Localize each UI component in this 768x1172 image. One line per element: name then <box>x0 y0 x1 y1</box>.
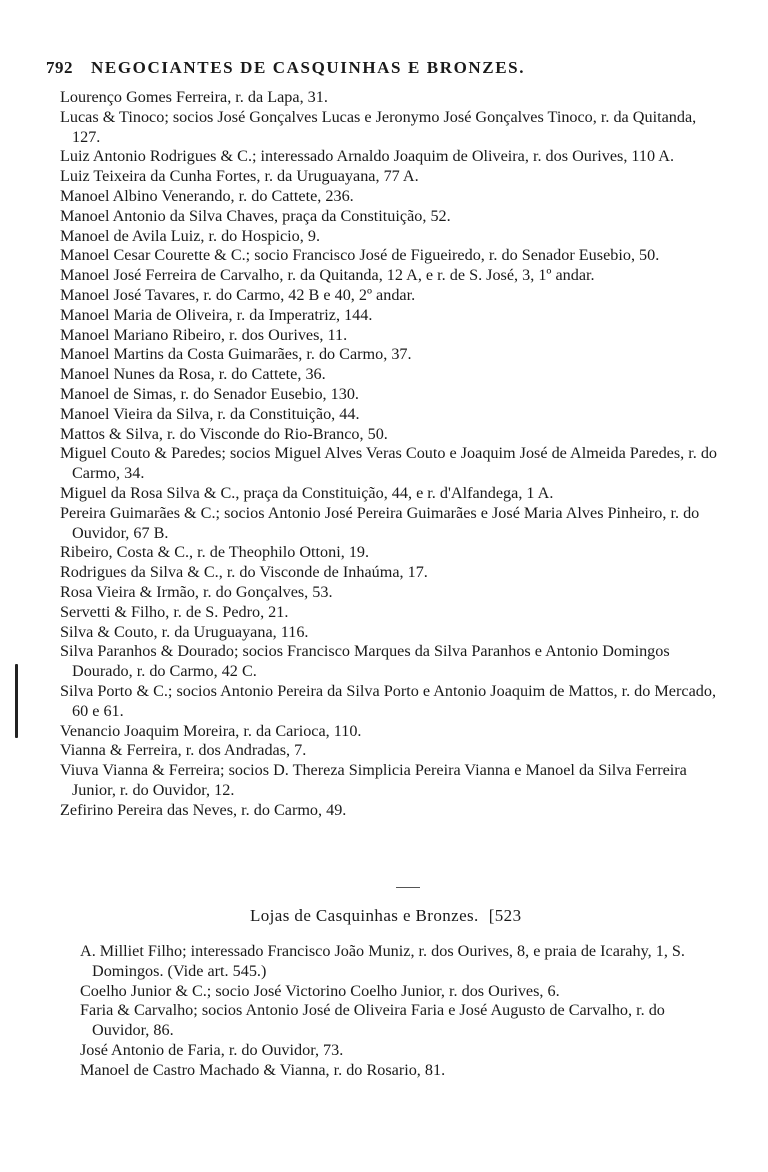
directory-entry: Manoel José Tavares, r. do Carmo, 42 B e 40, 2º andar. <box>60 285 416 304</box>
directory-entry: Manoel Vieira da Silva, r. da Constituição, 44. <box>60 404 360 423</box>
directory-entry: Manoel Martins da Costa Guimarães, r. do Carmo, 37. <box>60 345 412 364</box>
merchant-list <box>60 88 720 820</box>
directory-entry: Manoel de Avila Luiz, r. do Hospicio, 9. <box>60 226 321 245</box>
margin-mark <box>15 664 18 738</box>
directory-entry: Luiz Teixeira da Cunha Fortes, r. da Uruguayana, 77 A. <box>60 167 419 186</box>
page-title: NEGOCIANTES DE CASQUINHAS E BRONZES. <box>91 58 526 77</box>
directory-entry: Rosa Vieira & Irmão, r. do Gonçalves, 53. <box>60 582 333 601</box>
directory-entry: Pereira Guimarães & C.; socios Antonio José Pereira Guimarães e José Maria Alves Pinheiro, r. do Ouvidor, 67 B. <box>60 503 700 542</box>
directory-entry: Miguel da Rosa Silva & C., praça da Constituição, 44, e r. d'Alfandega, 1 A. <box>60 483 554 502</box>
directory-entry: Miguel Couto & Paredes; socios Miguel Alves Veras Couto e Joaquim José de Almeida Paredes, r. do Carmo, 34. <box>60 444 718 483</box>
directory-entry: Vianna & Ferreira, r. dos Andradas, 7. <box>60 741 307 760</box>
directory-entry: Silva Paranhos & Dourado; socios Francisco Marques da Silva Paranhos e Antonio Domingos Dourado, r. do Carmo, 42 C. <box>60 642 670 681</box>
directory-entry: Venancio Joaquim Moreira, r. da Carioca, 110. <box>60 721 362 740</box>
section-reference: [523 <box>488 906 522 925</box>
page-number: 792 <box>46 58 73 77</box>
directory-entry: Servetti & Filho, r. de S. Pedro, 21. <box>60 602 289 621</box>
shop-list <box>80 942 720 1081</box>
directory-entry: Manoel Antonio da Silva Chaves, praça da Constituição, 52. <box>60 206 451 225</box>
section-title: Lojas de Casquinhas e Bronzes. <box>250 906 479 925</box>
directory-entry: Lucas & Tinoco; socios José Gonçalves Lucas e Jeronymo José Gonçalves Tinoco, r. da Quitanda, 127. <box>60 107 697 146</box>
directory-entry: Manoel Maria de Oliveira, r. da Imperatriz, 144. <box>60 305 373 324</box>
directory-entry: Manoel Cesar Courette & C.; socio Francisco José de Figueiredo, r. do Senador Eusebio, 50. <box>60 246 660 265</box>
directory-entry: Manoel Mariano Ribeiro, r. dos Ourives, 11. <box>60 325 348 344</box>
running-head <box>46 58 525 78</box>
directory-entry: Manoel de Castro Machado & Vianna, r. do Rosario, 81. <box>80 1060 446 1079</box>
directory-entry: Coelho Junior & C.; socio José Victorino Coelho Junior, r. dos Ourives, 6. <box>80 981 560 1000</box>
directory-entry: Zefirino Pereira das Neves, r. do Carmo, 49. <box>60 800 347 819</box>
directory-entry: Faria & Carvalho; socios Antonio José de Oliveira Faria e José Augusto de Carvalho, r. do Ouvidor, 86. <box>80 1001 665 1040</box>
directory-entry: Manoel Nunes da Rosa, r. do Cattete, 36. <box>60 365 326 384</box>
directory-entry: Rodrigues da Silva & C., r. do Visconde de Inhaúma, 17. <box>60 563 428 582</box>
directory-entry: Manoel Albino Venerando, r. do Cattete, 236. <box>60 186 354 205</box>
directory-entry: Ribeiro, Costa & C., r. de Theophilo Ottoni, 19. <box>60 543 370 562</box>
directory-entry: Lourenço Gomes Ferreira, r. da Lapa, 31. <box>60 88 328 106</box>
directory-entry: Manoel de Simas, r. do Senador Eusebio, 130. <box>60 384 359 403</box>
directory-entry: Luiz Antonio Rodrigues & C.; interessado Arnaldo Joaquim de Oliveira, r. dos Ourives, 110 A. <box>60 147 674 166</box>
directory-entry: Mattos & Silva, r. do Visconde do Rio-Branco, 50. <box>60 424 388 443</box>
directory-entry: Viuva Vianna & Ferreira; socios D. Thereza Simplicia Pereira Vianna e Manoel da Silva Ferreira Junior, r. do Ouvidor, 12. <box>60 761 687 799</box>
directory-entry: Silva Porto & C.; socios Antonio Pereira da Silva Porto e Antonio Joaquim de Mattos, r. do Mercado, 60 e 61. <box>60 681 716 720</box>
directory-entry: José Antonio de Faria, r. do Ouvidor, 73. <box>80 1040 344 1059</box>
directory-entry: A. Milliet Filho; interessado Francisco João Muniz, r. dos Ourives, 8, e praia de Icarahy, 1, S. Domingos. (Vide art. 545.) <box>80 942 685 980</box>
directory-entry: Silva & Couto, r. da Uruguayana, 116. <box>60 622 309 641</box>
section-divider <box>396 887 420 888</box>
directory-entry: Manoel José Ferreira de Carvalho, r. da Quitanda, 12 A, e r. de S. José, 3, 1º andar. <box>60 266 595 285</box>
section-heading <box>250 906 521 926</box>
